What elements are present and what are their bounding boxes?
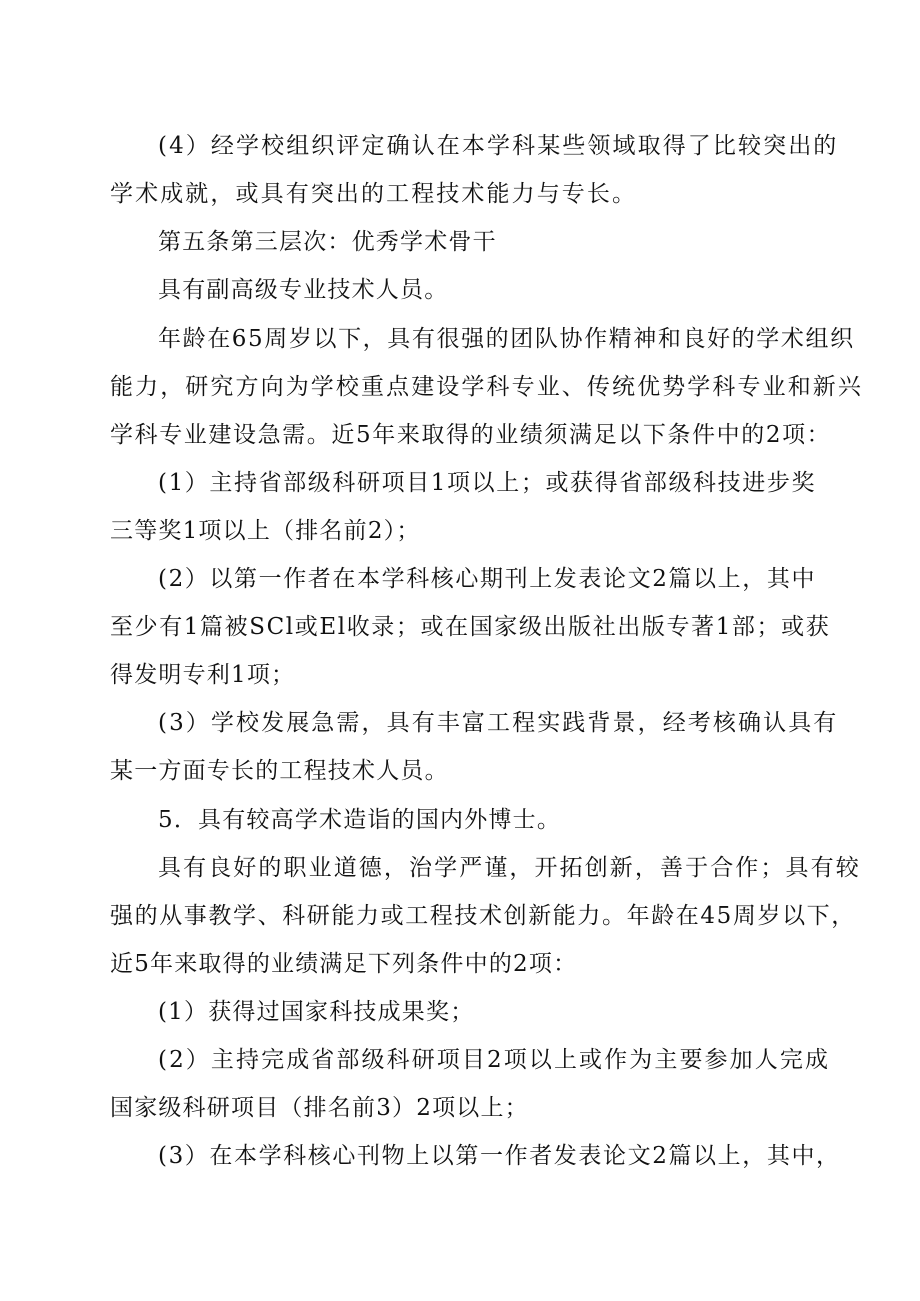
paragraph-line-7: 学科专业建设急需。近5年来取得的业绩须满足以下条件中的2项：	[110, 422, 832, 448]
paragraph-line-2: 学术成就，或具有突出的工程技术能力与专长。	[110, 181, 638, 207]
paragraph-line-9: 三等奖1项以上（排名前2）；	[110, 518, 421, 544]
paragraph-line-8: (1）主持省部级科研项目1项以上；或获得省部级科技进步奖	[158, 470, 817, 496]
paragraph-line-21: 国家级科研项目（排名前3）2项以上；	[110, 1095, 529, 1121]
paragraph-line-6: 能力，研究方向为学校重点建设学科专业、传统优势学科专业和新兴	[110, 374, 863, 400]
paragraph-line-16: 具有良好的职业道德，治学严谨，开拓创新，善于合作；具有较	[158, 855, 861, 881]
paragraph-line-20: (2）主持完成省部级科研项目2项以上或作为主要参加人完成	[158, 1047, 831, 1073]
paragraph-line-22: (3）在本学科核心刊物上以第一作者发表论文2篇以上，其中，	[158, 1143, 841, 1169]
paragraph-line-12: 得发明专利1项；	[110, 662, 296, 688]
paragraph-line-4: 具有副高级专业技术人员。	[158, 277, 449, 303]
section-heading: 第五条第三层次：优秀学术骨干	[158, 229, 497, 255]
paragraph-line-14: 某一方面专长的工程技术人员。	[110, 758, 449, 784]
paragraph-line-15: 5．具有较高学术造诣的国内外博士。	[158, 807, 562, 833]
paragraph-line-10: (2）以第一作者在本学科核心期刊上发表论文2篇以上，其中	[158, 566, 817, 592]
paragraph-line-18: 近5年来取得的业绩满足下列条件中的2项：	[110, 951, 578, 977]
paragraph-line-17: 强的从事教学、科研能力或工程技术创新能力。年龄在45周岁以下，	[110, 903, 856, 929]
paragraph-line-19: (1）获得过国家科技成果奖；	[158, 999, 475, 1025]
paragraph-line-5: 年龄在65周岁以下，具有很强的团队协作精神和良好的学术组织	[158, 326, 855, 352]
paragraph-line-13: (3）学校发展急需，具有丰富工程实践背景，经考核确认具有	[158, 710, 839, 736]
paragraph-line-11: 至少有1篇被SCl或El收录；或在国家级出版社出版专著1部；或获	[110, 614, 831, 640]
paragraph-line-1: (4）经学校组织评定确认在本学科某些领域取得了比较突出的	[158, 133, 839, 159]
